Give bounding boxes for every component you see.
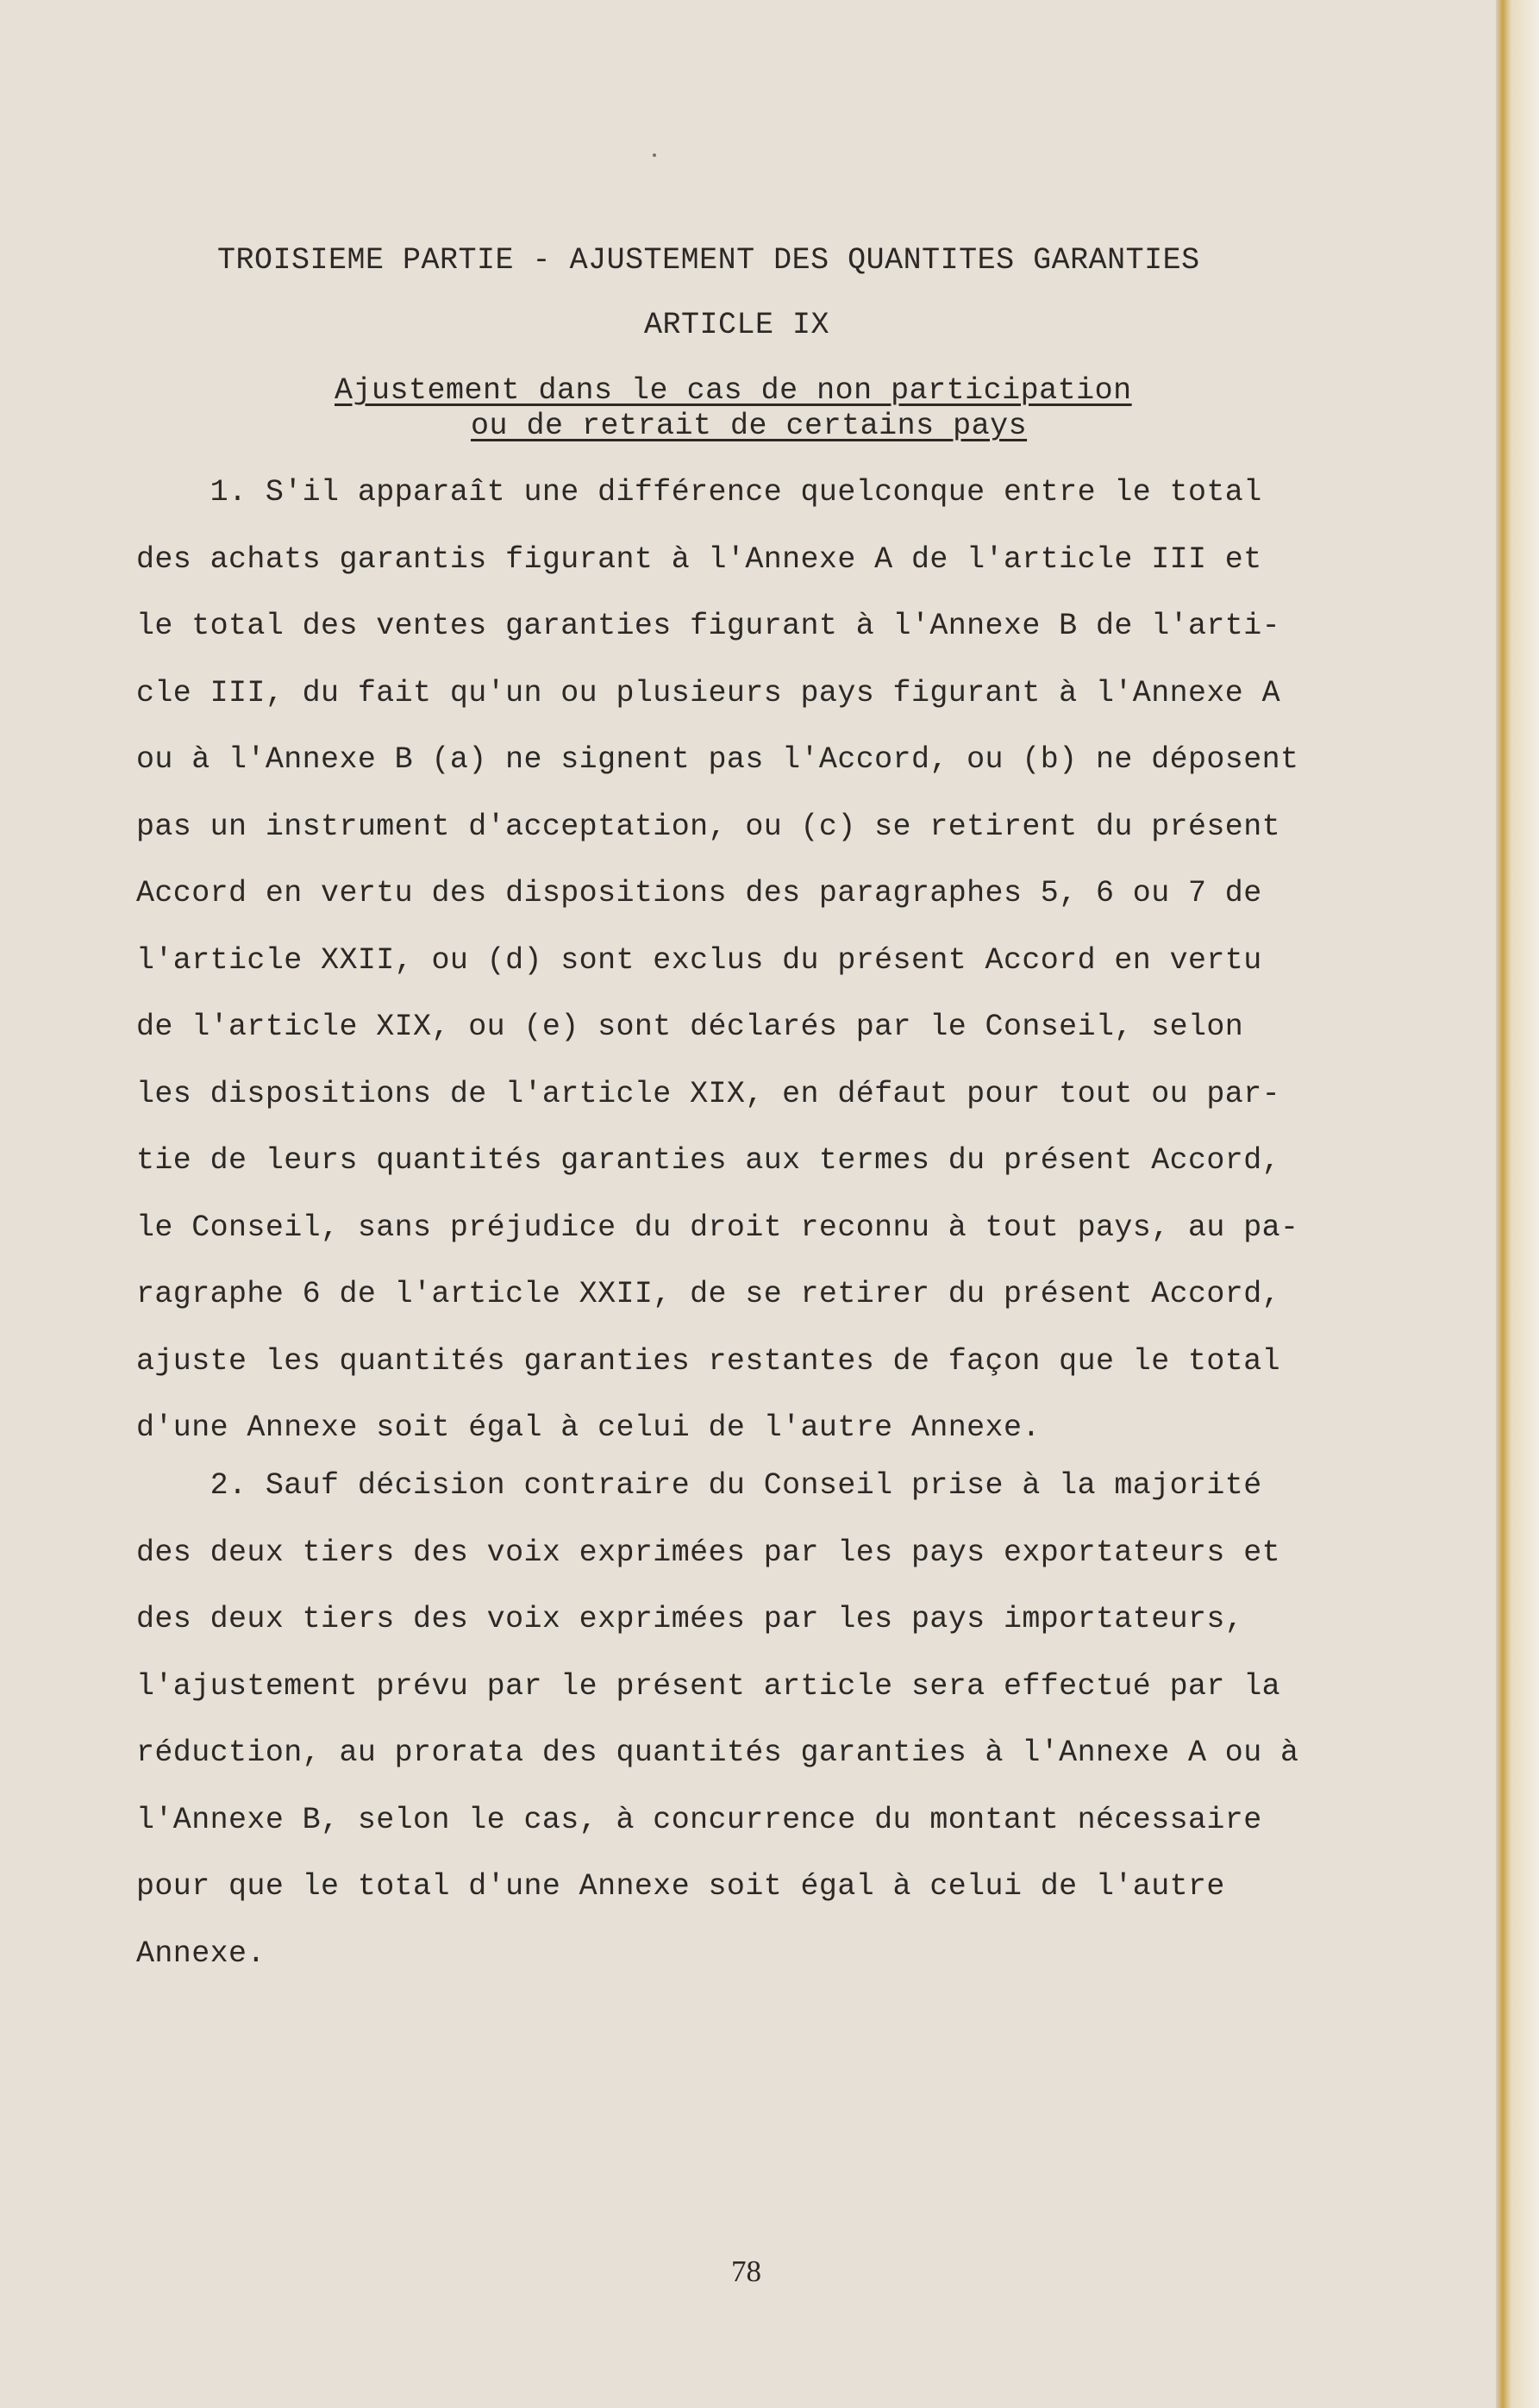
text-line: tie de leurs quantités garanties aux termes du présent Accord, [136, 1143, 1281, 1178]
text-line: des deux tiers des voix exprimées par les pays importateurs, [136, 1602, 1244, 1636]
page-number: 78 [731, 2255, 761, 2288]
text-line: cle III, du fait qu'un ou plusieurs pays figurant à l'Annexe A [136, 675, 1281, 710]
text-line: 2. Sauf décision contraire du Conseil prise à la majorité [136, 1468, 1262, 1503]
page-edge [1496, 0, 1539, 2408]
text-line: Annexe. [136, 1936, 266, 1971]
text-line: 1. S'il apparaît une différence quelconque entre le total [136, 475, 1262, 510]
text-line: ou à l'Annexe B (a) ne signent pas l'Accord, ou (b) ne déposent [136, 742, 1299, 777]
subtitle-line-1: Ajustement dans le cas de non participation [335, 373, 1132, 408]
text-line: les dispositions de l'article XIX, en défaut pour tout ou par- [136, 1076, 1281, 1111]
text-line: d'une Annexe soit égal à celui de l'autre Annexe. [136, 1410, 1041, 1445]
text-line: pas un instrument d'acceptation, ou (c) se retirent du présent [136, 809, 1281, 844]
text-line: de l'article XIX, ou (e) sont déclarés par le Conseil, selon [136, 1010, 1244, 1044]
paragraph-1 [136, 460, 1378, 1462]
text-line: ragraphe 6 de l'article XXII, de se retirer du présent Accord, [136, 1277, 1281, 1311]
paper-speck [653, 153, 656, 157]
text-line: le Conseil, sans préjudice du droit reconnu à tout pays, au pa- [136, 1210, 1299, 1245]
text-line: l'article XXII, ou (d) sont exclus du présent Accord en vertu [136, 942, 1262, 978]
text-line: pour que le total d'une Annexe soit égal à celui de l'autre [136, 1869, 1225, 1904]
article-title: ARTICLE IX [644, 308, 830, 342]
text-line: ajuste les quantités garanties restantes de façon que le total [136, 1343, 1281, 1379]
text-line: des deux tiers des voix exprimées par les pays exportateurs et [136, 1535, 1281, 1570]
text-line: Accord en vertu des dispositions des paragraphes 5, 6 ou 7 de [136, 876, 1262, 910]
paragraph-2 [136, 1453, 1378, 1987]
text-line: des achats garantis figurant à l'Annexe A de l'article III et [136, 541, 1262, 577]
text-line: réduction, au prorata des quantités garanties à l'Annexe A ou à [136, 1736, 1299, 1770]
text-line: le total des ventes garanties figurant à l'Annexe B de l'arti- [136, 609, 1281, 643]
text-line: l'Annexe B, selon le cas, à concurrence du montant nécessaire [136, 1802, 1262, 1837]
subtitle-line-2: ou de retrait de certains pays [471, 409, 1028, 443]
text-line: l'ajustement prévu par le présent article sera effectué par la [136, 1668, 1281, 1704]
part-title: TROISIEME PARTIE - AJUSTEMENT DES QUANTITES GARANTIES [217, 243, 1200, 278]
